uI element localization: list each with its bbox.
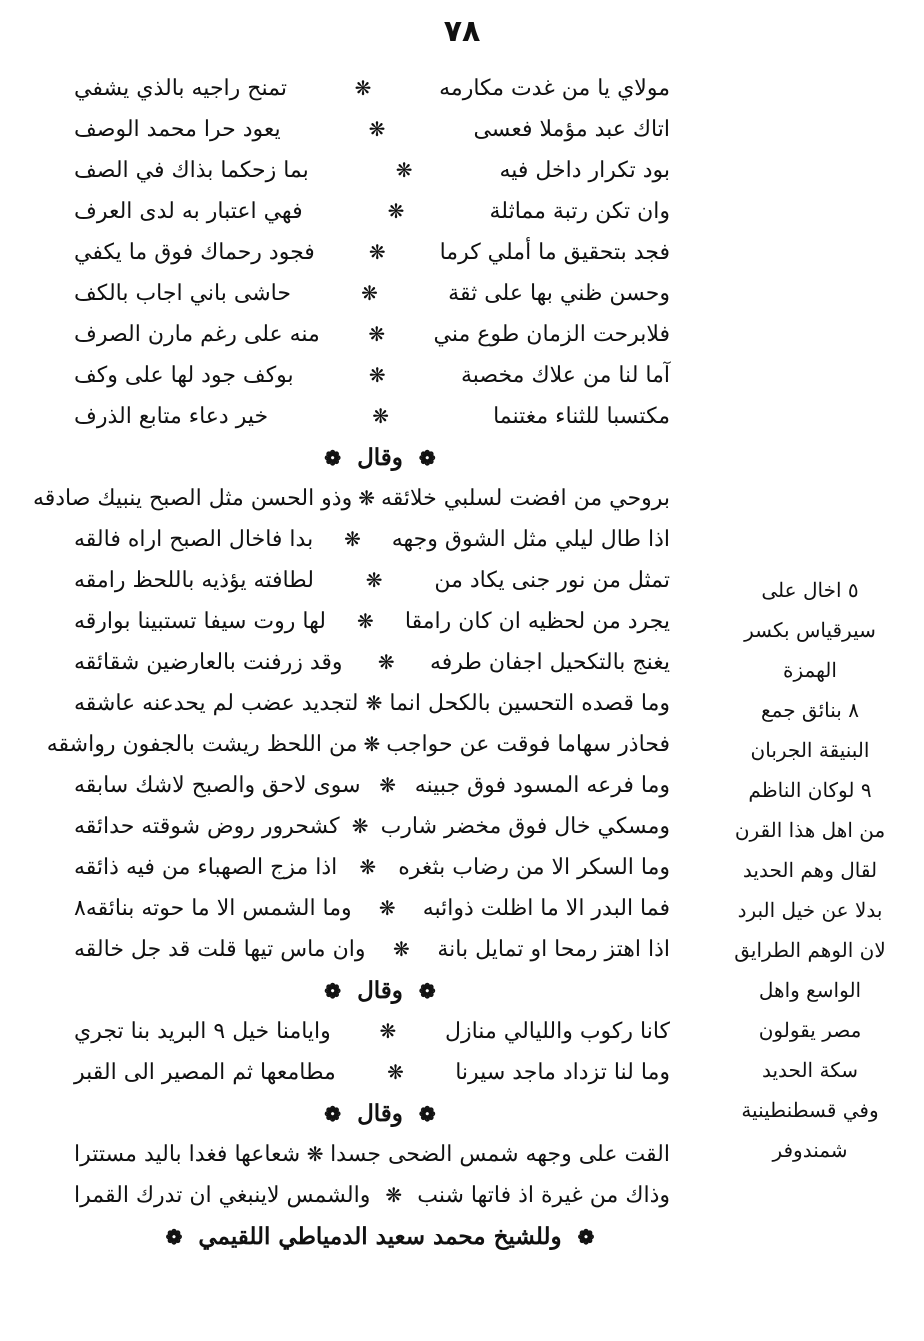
verse-line: [60, 232, 700, 273]
separator-icon: ❋: [365, 568, 383, 592]
verse-line: [60, 68, 700, 109]
separator-icon: ❋: [385, 1183, 403, 1207]
first-hemistich: وما قصده التحسين بالكحل انما: [389, 691, 670, 716]
verse-line: [60, 355, 700, 396]
ornament-icon: ❁: [577, 1225, 595, 1249]
first-hemistich: بروحي من افضت لسلبي خلائقه: [381, 486, 670, 511]
first-hemistich: اذا اهتز رمحا او تمايل بانة: [437, 937, 670, 962]
first-hemistich: فجد بتحقيق ما أملي كرما: [439, 240, 670, 265]
separator-icon: ❋: [306, 1142, 324, 1166]
first-hemistich: كانا ركوب والليالي منازل: [445, 1019, 670, 1044]
verse-line: [60, 806, 700, 847]
second-hemistich: والشمس لاينبغي ان تدرك القمرا: [74, 1183, 371, 1208]
first-hemistich: فحاذر سهاما فوقت عن حواجب: [386, 732, 670, 757]
first-hemistich: يغنج بالتكحيل اجفان طرفه: [429, 650, 670, 675]
separator-icon: ❋: [357, 609, 374, 633]
ornament-icon: ❁: [418, 1102, 436, 1126]
ornament-icon: ❁: [324, 1102, 342, 1126]
section-heading-1: [60, 437, 700, 478]
section-heading-2: [60, 970, 700, 1011]
heading-text: وقال: [357, 977, 403, 1004]
note-line: من اهل هذا القرن: [734, 818, 886, 842]
note-line: مصر يقولون: [758, 1018, 862, 1042]
ornament-icon: ❁: [165, 1225, 183, 1249]
first-hemistich: فلابرحت الزمان طوع مني: [433, 322, 670, 347]
separator-icon: ❋: [379, 773, 397, 797]
second-hemistich: لها روت سيفا تستبينا بوارقه: [74, 609, 326, 634]
note-line: لان الوهم الطرايق: [734, 938, 886, 962]
separator-icon: ❋: [351, 814, 369, 838]
section-heading-3: [60, 1093, 700, 1134]
note-line: سيرقياس بكسر: [744, 618, 876, 642]
first-hemistich: ومسكي خال فوق مخضر شارب: [380, 814, 670, 839]
separator-icon: ❋: [368, 117, 386, 141]
separator-icon: ❋: [372, 404, 389, 428]
verse-line: [60, 683, 700, 724]
poem-block-1: [60, 68, 700, 437]
second-hemistich: اذا مزج الصهباء من فيه ذائقه: [74, 855, 338, 880]
note-line: ٩ لوكان الناظم: [748, 778, 872, 802]
note-line: لقال وهم الحديد: [742, 858, 878, 882]
second-hemistich: يعود حرا محمد الوصف: [74, 117, 281, 142]
first-hemistich: وما فرعه المسود فوق جبينه: [414, 773, 670, 798]
first-hemistich: وذاك من غيرة اذ فاتها شنب: [417, 1183, 670, 1208]
verse-line: [60, 1134, 700, 1175]
verse-line: [60, 314, 700, 355]
second-hemistich: لطافته يؤذيه باللحظ رامقه: [74, 568, 314, 593]
second-hemistich: من اللحظ ريشت بالجفون رواشقه: [46, 732, 358, 757]
separator-icon: ❋: [344, 527, 361, 551]
main-text-block: [32, 68, 700, 1257]
ornament-icon: ❁: [418, 979, 436, 1003]
first-hemistich: يجرد من لحظيه ان كان رامقا: [404, 609, 670, 634]
verse-line: [60, 765, 700, 806]
separator-icon: ❋: [378, 896, 396, 920]
first-hemistich: وحسن ظني بها على ثقة: [448, 281, 670, 306]
verse-line: [46, 724, 700, 765]
separator-icon: ❋: [387, 1060, 404, 1084]
separator-icon: ❋: [354, 76, 372, 100]
separator-icon: ❋: [368, 240, 386, 264]
second-hemistich: تمنح راجيه بالذي يشفي: [74, 76, 287, 101]
second-hemistich: بوكف جود لها على وكف: [74, 363, 294, 388]
first-hemistich: وما السكر الا من رضاب بثغره: [398, 855, 670, 880]
first-hemistich: بود تكرار داخل فيه: [499, 158, 670, 183]
first-hemistich: اتاك عبد مؤملا فعسى: [473, 117, 670, 142]
verse-line: [60, 396, 700, 437]
first-hemistich: وما لنا تزداد ماجد سيرنا: [455, 1060, 670, 1085]
ornament-icon: ❁: [418, 446, 436, 470]
note-line: ٥ اخال على: [761, 578, 859, 602]
note-line: ٨ بنائق جمع: [761, 698, 859, 722]
second-hemistich: فجود رحماك فوق ما يكفي: [74, 240, 315, 265]
second-hemistich: بدا فاخال الصبح اراه فالقه: [74, 527, 314, 552]
heading-text: وقال: [357, 1100, 403, 1127]
poem-block-3: [60, 1011, 700, 1093]
separator-icon: ❋: [358, 486, 375, 510]
second-hemistich: خير دعاء متابع الذرف: [74, 404, 269, 429]
separator-icon: ❋: [393, 937, 410, 961]
verse-line: [60, 929, 700, 970]
note-line: وفي قسطنطينية: [741, 1098, 879, 1122]
heading-text: وللشيخ محمد سعيد الدمياطي اللقيمي: [198, 1223, 562, 1250]
separator-icon: ❋: [365, 691, 383, 715]
ornament-icon: ❁: [324, 979, 342, 1003]
second-hemistich: كشحرور روض شوقته حدائقه: [74, 814, 340, 839]
separator-icon: ❋: [361, 281, 378, 305]
second-hemistich: لتجديد عضب لم يحدعنه عاشقه: [74, 691, 359, 716]
separator-icon: ❋: [377, 650, 395, 674]
second-hemistich: وما الشمس الا ما حوته بنائقه٨: [74, 896, 352, 921]
verse-line: [60, 560, 700, 601]
note-line: الواسع واهل: [758, 978, 862, 1002]
verse-line: [60, 519, 700, 560]
first-hemistich: تمثل من نور جنى يكاد من: [434, 568, 670, 593]
verse-line: [60, 191, 700, 232]
separator-icon: ❋: [395, 158, 413, 182]
separator-icon: ❋: [368, 363, 386, 387]
first-hemistich: فما البدر الا ما اظلت ذوائبه: [422, 896, 670, 921]
verse-line: [60, 601, 700, 642]
separator-icon: ❋: [368, 322, 386, 346]
heading-text: وقال: [357, 444, 403, 471]
poem-block-4: [60, 1134, 700, 1216]
page-number: ٧٨: [443, 14, 481, 49]
verse-line: [60, 1175, 700, 1216]
second-hemistich: منه على رغم مارن الصرف: [74, 322, 320, 347]
note-line: البنيقة الجربان: [750, 738, 870, 762]
second-hemistich: وذو الحسن مثل الصبح ينبيك صادقه: [32, 486, 353, 511]
second-hemistich: فهي اعتبار به لدى العرف: [74, 199, 303, 224]
separator-icon: ❋: [379, 1019, 397, 1043]
first-hemistich: القت على وجهه شمس الضحى جسدا: [330, 1142, 670, 1167]
verse-line: [60, 150, 700, 191]
separator-icon: ❋: [387, 199, 405, 223]
verse-line: [60, 273, 700, 314]
verse-line: [60, 642, 700, 683]
second-hemistich: سوى لاحق والصبح لاشك سابقه: [74, 773, 361, 798]
poem-block-2: [32, 478, 700, 970]
marginal-notes: [715, 570, 905, 1170]
second-hemistich: شعاعها فغدا باليد مستترا: [74, 1142, 301, 1167]
separator-icon: ❋: [363, 732, 381, 756]
second-hemistich: وقد زرفنت بالعارضين شقائقه: [74, 650, 343, 675]
verse-line: [60, 888, 700, 929]
verse-line: [32, 478, 700, 519]
verse-line: [60, 847, 700, 888]
note-line: شمندوفر: [772, 1138, 848, 1162]
second-hemistich: حاشى باني اجاب بالكف: [74, 281, 291, 306]
second-hemistich: بما زحكما بذاك في الصف: [74, 158, 309, 183]
first-hemistich: مكتسبا للثناء مغتنما: [493, 404, 670, 429]
second-hemistich: مطامعها ثم المصير الى القبر: [74, 1060, 336, 1085]
second-hemistich: وان ماس تيها قلت قد جل خالقه: [74, 937, 366, 962]
second-hemistich: وايامنا خيل ٩ البريد بنا تجري: [74, 1019, 331, 1044]
first-hemistich: وان تكن رتبة مماثلة: [489, 199, 670, 224]
first-hemistich: اذا طال ليلي مثل الشوق وجهه: [391, 527, 670, 552]
separator-icon: ❋: [359, 855, 377, 879]
verse-line: [60, 109, 700, 150]
section-heading-4: [60, 1216, 700, 1257]
note-line: بدلا عن خيل البرد: [737, 898, 883, 922]
ornament-icon: ❁: [324, 446, 342, 470]
note-line: سكة الحديد: [761, 1058, 858, 1082]
first-hemistich: آما لنا من علاك مخصبة: [460, 363, 670, 388]
verse-line: [60, 1052, 700, 1093]
verse-line: [60, 1011, 700, 1052]
first-hemistich: مولاي يا من غدت مكارمه: [439, 76, 670, 101]
note-line: الهمزة: [783, 658, 837, 682]
